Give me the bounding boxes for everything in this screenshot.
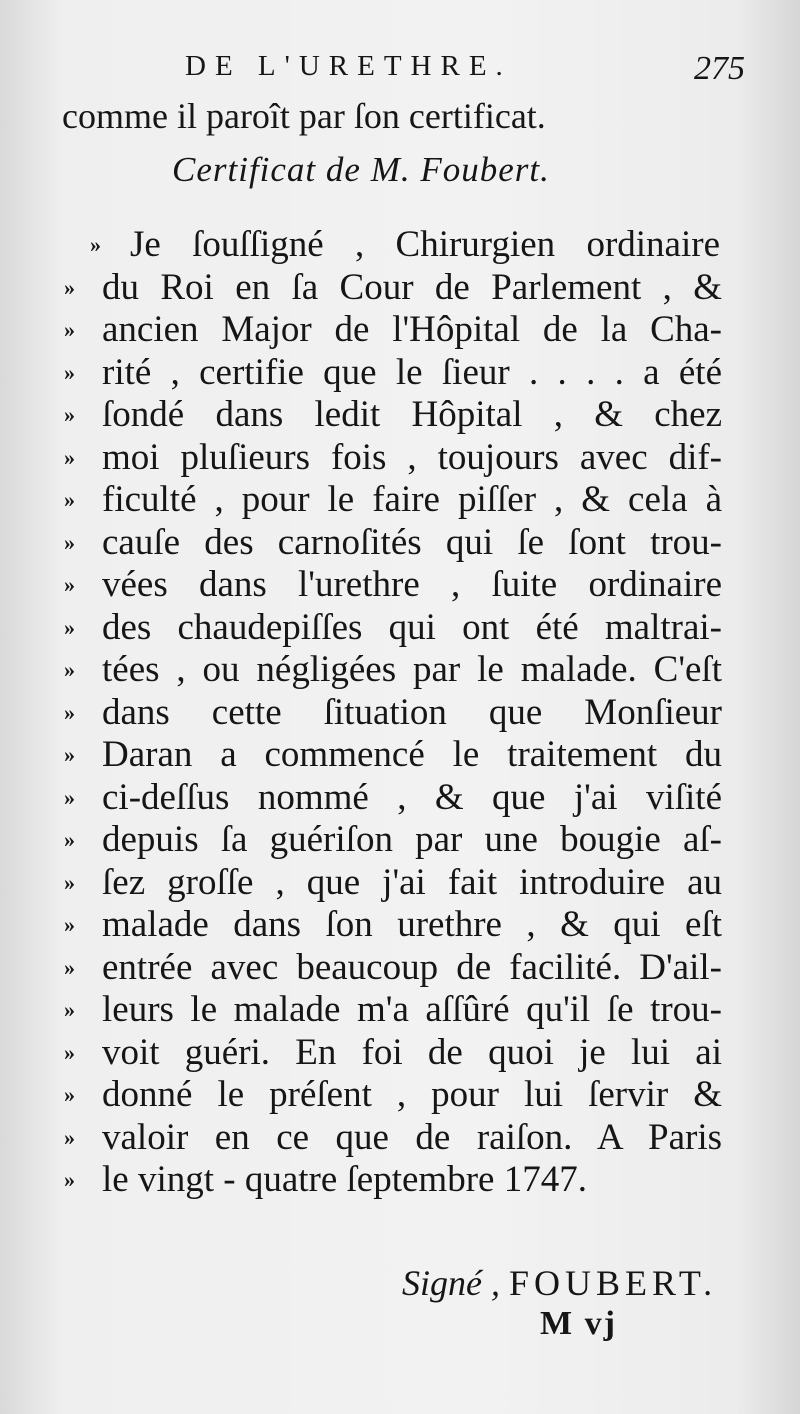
certificate-line: le vingt - quatre ſeptembre 1747. xyxy=(102,1159,587,1200)
quote-mark: » xyxy=(64,444,75,470)
quote-mark: » xyxy=(64,487,75,512)
quote-mark: » xyxy=(64,1082,75,1107)
certificate-line: ſondé dans ledit Hôpital , & chez xyxy=(102,394,722,435)
quote-mark: » xyxy=(64,572,75,597)
quote-mark: » xyxy=(64,1039,75,1065)
signature-line xyxy=(402,1262,732,1304)
signe-label: Signé , xyxy=(402,1263,500,1303)
certificate-line: dans cette ſituation que Monſieur xyxy=(102,691,722,733)
quote-mark: » xyxy=(64,699,75,725)
running-title: DE L'URETHRE. xyxy=(185,50,512,82)
quote-mark: » xyxy=(64,529,75,555)
certificate-line: valoir en ce que de raiſon. A Paris xyxy=(102,1116,722,1158)
quote-mark: » xyxy=(64,784,75,810)
quote-mark: » xyxy=(64,614,75,640)
certificate-line: ancien Major de l'Hôpital de la Cha- xyxy=(102,309,722,350)
certificate-line: des chaudepiſſes qui ont été maltrai- xyxy=(102,606,722,648)
certificate-line: voit guéri. En foi de quoi je lui ai xyxy=(102,1031,722,1073)
quote-mark: » xyxy=(64,1167,75,1192)
quote-mark: » xyxy=(64,869,75,895)
certificate-line: moi pluſieurs fois , toujours avec dif- xyxy=(102,436,722,478)
quote-mark: » xyxy=(64,912,75,937)
quote-mark: » xyxy=(64,827,75,852)
certificate-line: cauſe des carnoſités qui ſe ſont trou- xyxy=(102,521,722,563)
certificate-line: tées , ou négligées par le malade. C'eſt xyxy=(102,649,722,690)
page-number: 275 xyxy=(694,50,745,87)
certificate-line: depuis ſa guériſon par une bougie aſ- xyxy=(102,819,722,860)
page-header xyxy=(185,50,745,94)
certificate-line: du Roi en ſa Cour de Parlement , & xyxy=(102,266,722,308)
certificate-line: leurs le malade m'a aſſûré qu'il ſe trou- xyxy=(102,989,722,1030)
certificate-line: ſez groſſe , que j'ai fait introduire au xyxy=(102,861,722,903)
quote-mark: » xyxy=(64,1124,75,1150)
signature-mark: M vj xyxy=(540,1305,617,1342)
quote-mark: » xyxy=(64,954,75,980)
certificate-heading: Certificat de M. Foubert. xyxy=(172,150,550,189)
opening-line: comme il paroît par ſon certificat. xyxy=(62,96,546,136)
certificate-line: Je ſouſſigné , Chirurgien ordinaire xyxy=(130,224,720,265)
certificate-line: malade dans ſon urethre , & qui eſt xyxy=(102,904,722,945)
certificate-line: entrée avec beaucoup de facilité. D'ail- xyxy=(102,946,722,988)
quote-mark: » xyxy=(64,274,75,300)
certificate-line: donné le préſent , pour lui ſervir & xyxy=(102,1074,722,1115)
quote-mark: » xyxy=(64,359,75,385)
signer-name: FOUBERT. xyxy=(508,1263,718,1303)
quote-mark: » xyxy=(64,317,75,342)
quote-mark: » xyxy=(64,402,75,427)
certificate-line: Daran a commencé le traitement du xyxy=(102,734,722,775)
certificate-line: ficulté , pour le faire piſſer , & cela à xyxy=(102,479,722,520)
quote-mark: » xyxy=(90,232,101,257)
certificate-line: ci-deſſus nommé , & que j'ai viſité xyxy=(102,776,722,818)
quote-mark: » xyxy=(64,742,75,767)
quote-mark: » xyxy=(64,997,75,1022)
certificate-line: vées dans l'urethre , ſuite ordinaire xyxy=(102,564,722,605)
quote-mark: » xyxy=(64,657,75,682)
certificate-line: rité , certifie que le ſieur . . . . a été xyxy=(102,351,722,393)
